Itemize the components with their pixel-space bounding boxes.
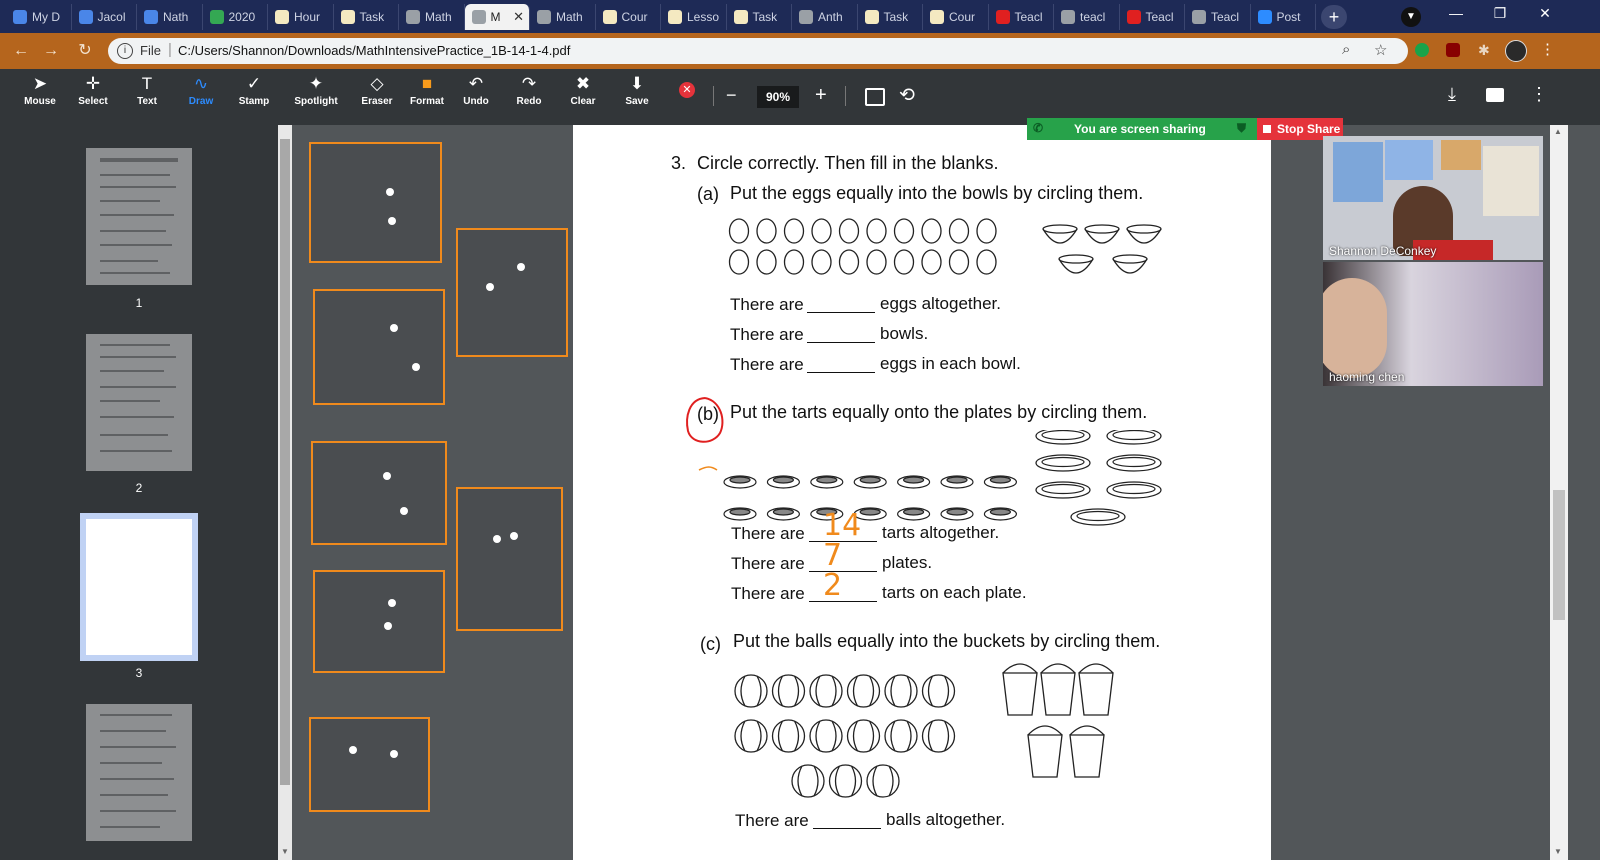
stop-share-label: Stop Share: [1277, 122, 1341, 136]
tab-favicon: [472, 10, 486, 24]
handwritten-answer: 14: [823, 508, 862, 543]
extensions-puzzle-icon[interactable]: ✱: [1478, 42, 1490, 58]
pdf-page: [573, 125, 1271, 860]
tool-stamp[interactable]: [228, 73, 280, 121]
tab-title: Task: [359, 10, 385, 24]
minimize-button[interactable]: —: [1449, 5, 1463, 21]
tool-label: Redo: [516, 96, 542, 107]
ball: [773, 675, 805, 707]
part-c-label: (c): [700, 634, 721, 654]
egg: [950, 250, 969, 274]
tab-favicon: [406, 10, 420, 24]
egg: [812, 219, 831, 243]
ball: [885, 675, 917, 707]
blank-line-end: plates.: [882, 553, 933, 572]
tab-favicon: [1127, 10, 1141, 24]
ball: [923, 675, 955, 707]
bucket-handle: [1041, 664, 1075, 673]
tab-favicon: [537, 10, 551, 24]
ball: [848, 675, 880, 707]
person-face: [1323, 278, 1387, 378]
egg: [840, 219, 859, 243]
tart-filling: [730, 509, 750, 515]
tab-favicon: [79, 10, 93, 24]
participant-video-2[interactable]: [1323, 262, 1543, 386]
egg: [785, 219, 804, 243]
egg: [757, 219, 776, 243]
blank-line-start: There are: [730, 355, 804, 374]
egg: [895, 250, 914, 274]
egg: [922, 219, 941, 243]
egg: [895, 219, 914, 243]
tab-title: Anth: [818, 10, 843, 24]
move-icon: ✛: [85, 74, 101, 93]
tool-save[interactable]: [611, 73, 663, 121]
egg: [730, 250, 749, 274]
blank-line-start: There are: [731, 554, 805, 573]
tab-12[interactable]: [792, 4, 858, 30]
tab-title: Cour: [621, 10, 648, 24]
tab-title: Task: [752, 10, 778, 24]
ball: [735, 720, 767, 752]
tool-label: Spotlight: [294, 96, 338, 107]
tab-title: Cour: [949, 10, 976, 24]
tool-label: Mouse: [24, 96, 56, 107]
handwritten-answer: 7: [823, 538, 843, 573]
answer-blank[interactable]: [807, 312, 875, 313]
bowl-rim: [1127, 225, 1161, 233]
part-b-label: (b): [697, 404, 719, 424]
toolbar-divider: [713, 86, 714, 106]
blank-line-start: There are: [735, 811, 809, 830]
bucket-handle: [1028, 726, 1062, 735]
tab-13[interactable]: [858, 4, 924, 30]
tab-16[interactable]: [1054, 4, 1120, 30]
zoom-out-button[interactable]: −: [726, 85, 737, 105]
tab-favicon: [668, 10, 682, 24]
tab-title: Teacl: [1211, 10, 1240, 24]
page-thumbnail-2[interactable]: [86, 334, 192, 471]
ball: [848, 720, 880, 752]
annotation-box[interactable]: [313, 289, 445, 405]
tab-favicon: [865, 10, 879, 24]
tab-17[interactable]: [1120, 4, 1186, 30]
tool-format[interactable]: [401, 73, 453, 121]
screen-sharing-banner[interactable]: [1027, 118, 1257, 140]
tab-title: Jacol: [97, 10, 126, 24]
reload-icon[interactable]: ↻: [78, 42, 92, 59]
tab-3[interactable]: [203, 4, 269, 30]
tart-filling: [990, 477, 1010, 483]
tart-filling: [904, 509, 924, 515]
page-thumbnail-1[interactable]: [86, 148, 192, 285]
annotation-box[interactable]: [456, 228, 568, 357]
plate-inner: [1042, 431, 1084, 440]
ball: [923, 720, 955, 752]
tart-filling: [817, 477, 837, 483]
tab-14[interactable]: [923, 4, 989, 30]
tart-filling: [860, 477, 880, 483]
tab-favicon: [930, 10, 944, 24]
annotation-box[interactable]: [313, 570, 445, 673]
tab-18[interactable]: [1185, 4, 1251, 30]
rotate-icon[interactable]: ⟲: [899, 85, 915, 106]
plate-inner: [1113, 485, 1155, 494]
tart-filling: [773, 509, 793, 515]
browser-tab-strip: [0, 0, 1600, 33]
bucket: [1070, 735, 1104, 777]
download-icon[interactable]: ⤓: [1448, 84, 1456, 104]
fit-page-icon[interactable]: [865, 88, 885, 106]
ball: [867, 765, 899, 797]
question-text: Circle correctly. Then fill in the blanks.: [697, 153, 999, 173]
bucket: [1041, 673, 1075, 715]
blank-line-end: tarts on each plate.: [882, 583, 1027, 602]
blank-line-start: There are: [731, 584, 805, 603]
egg: [867, 250, 886, 274]
tool-label: Undo: [463, 96, 489, 107]
blank-line-start: There are: [730, 325, 804, 344]
browser-menu-icon[interactable]: ⋮: [1540, 41, 1555, 58]
tart-filling: [947, 477, 967, 483]
tab-favicon: [996, 10, 1010, 24]
tab-title: Task: [883, 10, 909, 24]
answer-blank[interactable]: [807, 342, 875, 343]
restore-button[interactable]: ❐: [1493, 5, 1507, 21]
ball: [885, 720, 917, 752]
tab-title: teacl: [1080, 10, 1106, 24]
egg: [840, 250, 859, 274]
bowl: [1059, 259, 1093, 273]
profile-avatar[interactable]: [1505, 40, 1527, 62]
format-icon: ■: [421, 74, 433, 93]
tab-title: Hour: [294, 10, 321, 24]
tool-redo[interactable]: [503, 73, 555, 121]
new-tab-button[interactable]: +: [1321, 5, 1347, 29]
tool-clear[interactable]: [557, 73, 609, 121]
bucket-handle: [1070, 726, 1104, 735]
plate-inner: [1113, 458, 1155, 467]
tab-favicon: [13, 10, 27, 24]
zoom-search-icon[interactable]: ⌕: [1342, 41, 1351, 58]
tab-title: 2020: [228, 10, 256, 24]
participant-name-2: haoming chen: [1329, 370, 1405, 384]
tab-8[interactable]: [530, 4, 596, 30]
tab-title: Teacl: [1014, 10, 1043, 24]
video-wall-poster: [1385, 140, 1433, 180]
extension-green-icon[interactable]: [1415, 43, 1429, 57]
part-b-prompt: Put the tarts equally onto the plates by circling them.: [730, 402, 1148, 422]
bucket: [1079, 673, 1113, 715]
tool-label: Stamp: [238, 96, 270, 107]
close-tab-icon[interactable]: ✕: [513, 9, 524, 24]
egg: [785, 250, 804, 274]
video-wall-poster: [1441, 140, 1481, 170]
annotation-box[interactable]: [311, 441, 447, 545]
answer-blank[interactable]: [809, 601, 877, 602]
tool-label: Format: [410, 96, 444, 107]
tab-10[interactable]: [661, 4, 727, 30]
tab-1[interactable]: [72, 4, 138, 30]
bowl: [1113, 259, 1147, 273]
url-text: C:/Users/Shannon/Downloads/MathIntensivePractice_1B-14-1-4.pdf: [178, 43, 571, 58]
tab-title: Teacl: [1145, 10, 1174, 24]
eggs-and-bowls-illustration: [723, 215, 1163, 285]
forward-icon[interactable]: →: [43, 42, 59, 59]
page-thumbnail-4[interactable]: [86, 704, 192, 841]
bucket-handle: [1079, 664, 1113, 673]
tool-mouse[interactable]: [14, 73, 66, 121]
part-c-prompt: Put the balls equally into the buckets by circling them.: [733, 631, 1161, 651]
balls-and-buckets-illustration: [733, 653, 1133, 803]
tab-title: Lesso: [687, 10, 720, 24]
plate-inner: [1042, 458, 1084, 467]
tool-draw[interactable]: [175, 73, 227, 121]
zoom-in-button[interactable]: +: [815, 84, 827, 106]
tool-label: Select: [78, 96, 108, 107]
tool-spotlight[interactable]: [290, 73, 342, 121]
back-icon[interactable]: ←: [13, 42, 29, 59]
bowl: [1085, 229, 1119, 243]
annotation-box[interactable]: [456, 487, 563, 631]
zoom-level-field[interactable]: 90%: [757, 86, 799, 108]
tab-favicon: [1192, 10, 1206, 24]
tab-title: Math: [556, 10, 583, 24]
text-icon: T: [141, 74, 153, 93]
phone-icon: ✆: [1033, 121, 1044, 135]
tab-title: My D: [32, 10, 60, 24]
more-options-icon[interactable]: ⋮: [1530, 84, 1548, 104]
page-number-1: 1: [135, 296, 143, 310]
tool-select[interactable]: [67, 73, 119, 121]
wand-icon: ✦: [308, 74, 324, 93]
bookmark-star-icon[interactable]: ☆: [1374, 42, 1388, 59]
tab-11[interactable]: [727, 4, 793, 30]
extension-ublock-icon[interactable]: [1446, 43, 1460, 57]
tab-title: Math: [425, 10, 452, 24]
plate-inner: [1042, 485, 1084, 494]
tab-favicon: [734, 10, 748, 24]
bowl-rim: [1113, 255, 1147, 263]
bowl-rim: [1043, 225, 1077, 233]
scroll-up-arrow[interactable]: ▲: [1554, 127, 1562, 136]
handwritten-answer: 2: [823, 568, 843, 603]
url-separator: |: [168, 41, 172, 58]
tab-9[interactable]: [596, 4, 662, 30]
egg: [977, 219, 996, 243]
tart-filling: [730, 477, 750, 483]
tab-5[interactable]: [334, 4, 400, 30]
info-icon[interactable]: i: [117, 43, 133, 59]
tart-filling: [947, 509, 967, 515]
tab-favicon: [275, 10, 289, 24]
participant-video-1[interactable]: [1323, 136, 1543, 260]
print-icon[interactable]: [1486, 88, 1504, 102]
tab-2[interactable]: [137, 4, 203, 30]
plate-inner: [1077, 512, 1119, 521]
shield-icon: ⛊: [1237, 121, 1247, 135]
redo-icon: ↷: [521, 74, 537, 93]
tab-15[interactable]: [989, 4, 1055, 30]
tab-19[interactable]: [1251, 4, 1317, 30]
eraser-icon: ◇: [370, 74, 384, 93]
tab-search-icon[interactable]: ▼: [1401, 7, 1421, 27]
page-scrollbar[interactable]: [1550, 125, 1568, 860]
tab-favicon: [799, 10, 813, 24]
ball: [792, 765, 824, 797]
tab-title: Nath: [163, 10, 189, 24]
thumbnail-3-page: [86, 519, 192, 655]
ball: [810, 675, 842, 707]
blank-line-end: tarts altogether.: [882, 523, 1000, 542]
ball: [735, 675, 767, 707]
egg: [950, 219, 969, 243]
egg: [730, 219, 749, 243]
bowl: [1043, 229, 1077, 243]
tool-label: Draw: [188, 96, 214, 107]
page-scroll-thumb[interactable]: [1553, 490, 1565, 620]
cursor-icon: ➤: [32, 74, 48, 93]
tool-label: Eraser: [361, 96, 393, 107]
video-wall-poster: [1483, 146, 1539, 216]
answer-blank[interactable]: [807, 372, 875, 373]
stop-square-icon: [1263, 125, 1271, 133]
blank-line-start: There are: [730, 295, 804, 314]
sidebar-scroll-down-arrow[interactable]: ▼: [281, 847, 289, 856]
tab-favicon: [1061, 10, 1075, 24]
undo-icon: ↶: [468, 74, 484, 93]
tab-0[interactable]: [6, 4, 72, 30]
tab-6[interactable]: [399, 4, 465, 30]
video-wall-poster: [1333, 142, 1383, 202]
tool-eraser[interactable]: [351, 73, 403, 121]
close-window-button[interactable]: ✕: [1539, 5, 1551, 21]
check-icon: ✓: [246, 74, 262, 93]
tab-favicon: [341, 10, 355, 24]
tool-text[interactable]: [121, 73, 173, 121]
egg: [977, 250, 996, 274]
egg: [867, 219, 886, 243]
tool-label: Text: [137, 96, 157, 107]
answer-blank[interactable]: [813, 828, 881, 829]
annotation-box[interactable]: [309, 717, 430, 812]
bowl-rim: [1059, 255, 1093, 263]
tart-filling: [904, 477, 924, 483]
tab-favicon: [144, 10, 158, 24]
tool-label: Save: [625, 96, 649, 107]
tart-filling: [990, 509, 1010, 515]
ball: [773, 720, 805, 752]
tab-title: M: [490, 10, 501, 24]
sidebar-scroll-thumb[interactable]: [280, 139, 290, 785]
plate-inner: [1113, 431, 1155, 440]
page-number-2: 2: [135, 481, 143, 495]
tool-undo[interactable]: [450, 73, 502, 121]
blank-line-end: bowls.: [880, 324, 929, 343]
bucket: [1028, 735, 1062, 777]
tart-filling: [860, 509, 880, 515]
blank-line-end: balls altogether.: [886, 810, 1006, 829]
bucket: [1003, 673, 1037, 715]
egg: [922, 250, 941, 274]
close-annotation-icon[interactable]: ✕: [679, 82, 695, 98]
ball: [830, 765, 862, 797]
part-a-prompt: Put the eggs equally into the bowls by circling them.: [730, 183, 1144, 203]
page-number-3: 3: [135, 666, 143, 680]
thumbnail-sidebar: [0, 125, 278, 860]
blank-line-end: eggs in each bowl.: [880, 354, 1021, 373]
bowl-rim: [1085, 225, 1119, 233]
answer-blank[interactable]: [809, 571, 877, 572]
tab-4[interactable]: [268, 4, 334, 30]
tab-7[interactable]: [465, 4, 531, 30]
tool-label: Clear: [570, 96, 596, 107]
part-a-label: (a): [697, 184, 719, 204]
tab-favicon: [1258, 10, 1272, 24]
tab-title: Post: [1276, 10, 1301, 24]
ball: [810, 720, 842, 752]
blank-line-end: eggs altogether.: [880, 294, 1001, 313]
bowl: [1127, 229, 1161, 243]
participant-name-1: Shannon DeConkey: [1329, 244, 1437, 258]
scroll-down-arrow[interactable]: ▼: [1554, 847, 1562, 856]
tab-favicon: [210, 10, 224, 24]
annotation-box[interactable]: [309, 142, 442, 263]
egg: [757, 250, 776, 274]
screen-sharing-status: You are screen sharing: [1074, 122, 1206, 136]
url-field[interactable]: [108, 38, 1408, 64]
trash-icon: ✖: [575, 74, 591, 93]
toolbar-divider: [845, 86, 846, 106]
tab-favicon: [603, 10, 617, 24]
egg: [812, 250, 831, 274]
bucket-handle: [1003, 664, 1037, 673]
save-icon: ⬇: [629, 74, 645, 93]
question-number: 3.: [671, 153, 687, 173]
blank-line-start: There are: [731, 524, 805, 543]
tart-filling: [773, 477, 793, 483]
draw-icon: ∿: [193, 74, 209, 93]
sidebar-scrollbar[interactable]: [278, 125, 292, 860]
url-scheme-label: File: [140, 43, 161, 58]
page-thumbnail-3-selected[interactable]: [80, 513, 198, 661]
